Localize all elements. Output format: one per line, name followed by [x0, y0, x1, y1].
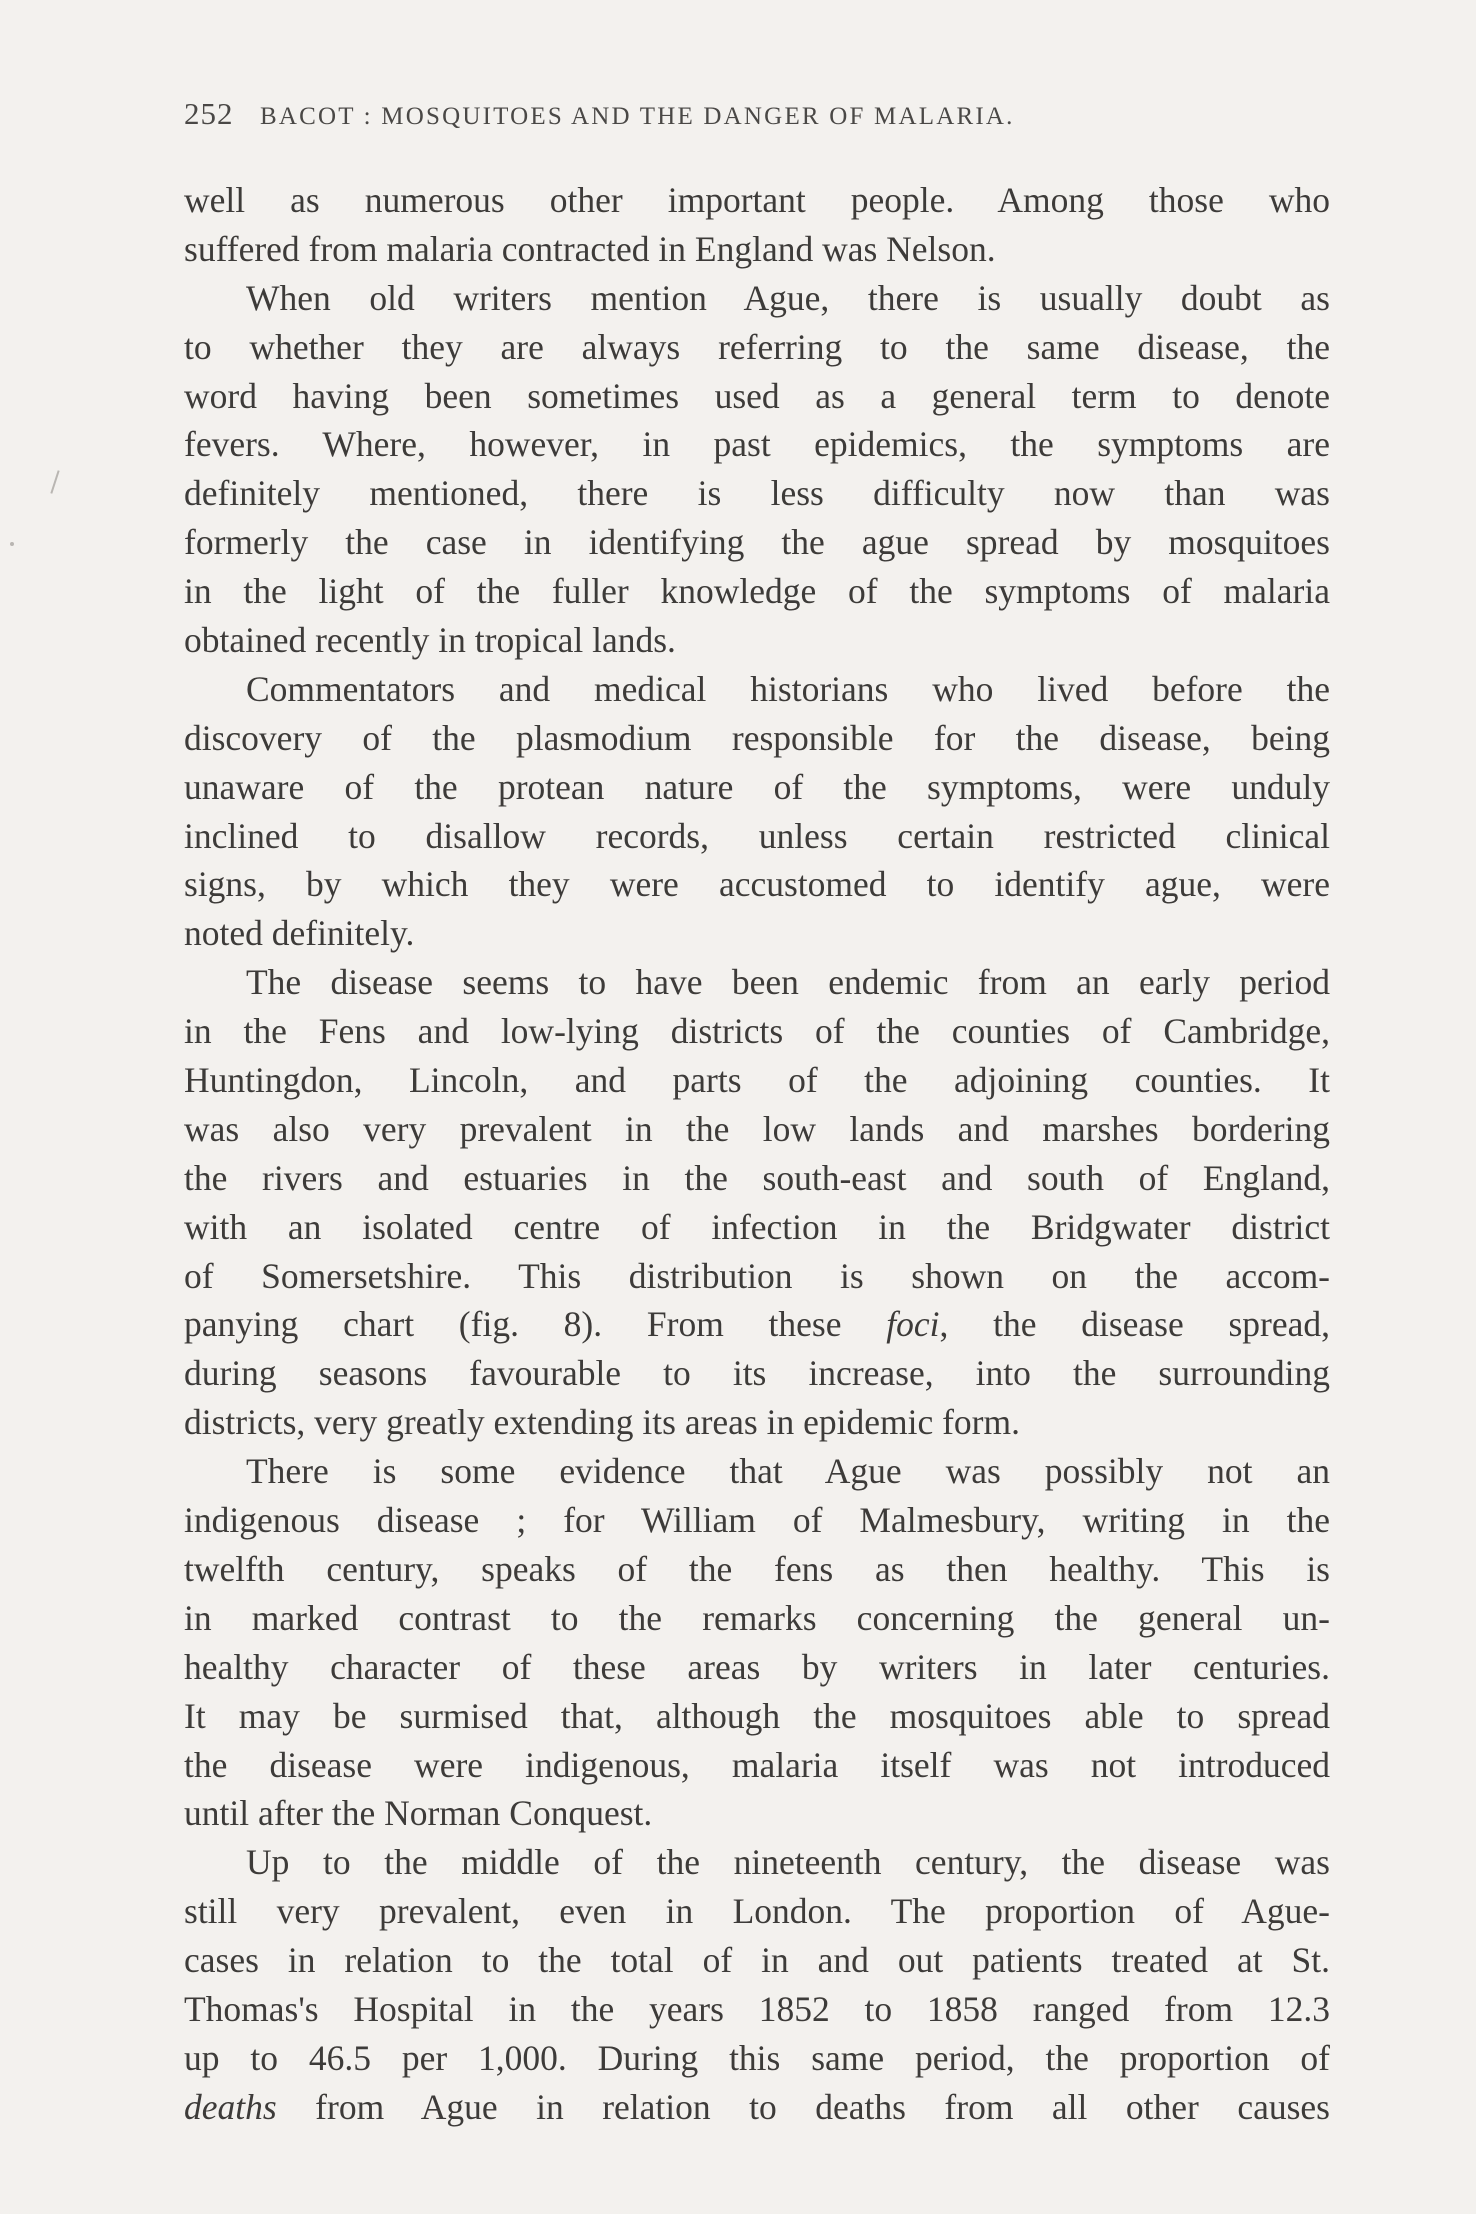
- text-line: of Somersetshire. This distribution is shown on the accom-: [184, 1255, 1330, 1296]
- text-line: When old writers mention Ague, there is usually doubt as: [246, 277, 1330, 318]
- text-line: in the light of the fuller knowledge of the symptoms of malaria: [184, 571, 1330, 612]
- body-text: [184, 176, 1330, 2132]
- text-line: Huntingdon, Lincoln, and parts of the adjoining counties. It: [184, 1060, 1330, 1101]
- text-line: was also very prevalent in the low lands and marshes bordering: [184, 1108, 1330, 1149]
- margin-mark: [50, 470, 59, 493]
- text-line: in the Fens and low-lying districts of the counties of Cambridge,: [184, 1011, 1330, 1052]
- text-line: It may be surmised that, although the mosquitoes able to spread: [184, 1695, 1330, 1736]
- text-line: unaware of the protean nature of the symptoms, were unduly: [184, 766, 1330, 807]
- text-line: word having been sometimes used as a general term to denote: [184, 375, 1330, 416]
- text-line: deaths from Ague in relation to deaths from all other causes: [184, 2086, 1330, 2127]
- text-line: the rivers and estuaries in the south-east and south of England,: [184, 1157, 1330, 1198]
- text-line: signs, by which they were accustomed to identify ague, were: [184, 864, 1330, 905]
- text-line: The disease seems to have been endemic from an early period: [246, 962, 1330, 1003]
- text-line: twelfth century, speaks of the fens as then healthy. This is: [184, 1548, 1330, 1589]
- text-line: formerly the case in identifying the ague spread by mosquitoes: [184, 522, 1330, 563]
- text-line: up to 46.5 per 1,000. During this same period, the proportion of: [184, 2037, 1330, 2078]
- text-line: discovery of the plasmodium responsible for the disease, being: [184, 717, 1330, 758]
- text-line: in marked contrast to the remarks concerning the general un-: [184, 1597, 1330, 1638]
- text-line: healthy character of these areas by writers in later centuries.: [184, 1646, 1330, 1687]
- text-line: still very prevalent, even in London. The proportion of Ague-: [184, 1891, 1330, 1932]
- text-line: Commentators and medical historians who lived before the: [246, 668, 1330, 709]
- text-line: definitely mentioned, there is less difficulty now than was: [184, 473, 1330, 514]
- text-line: There is some evidence that Ague was possibly not an: [246, 1451, 1330, 1492]
- text-line: suffered from malaria contracted in England was Nelson.: [184, 228, 996, 269]
- text-line: districts, very greatly extending its areas in epidemic form.: [184, 1402, 1020, 1443]
- text-line: well as numerous other important people. Among those who: [184, 180, 1330, 220]
- text-line: the disease were indigenous, malaria itself was not introduced: [184, 1744, 1330, 1785]
- text-line: to whether they are always referring to the same disease, the: [184, 326, 1330, 367]
- text-line: panying chart (fig. 8). From these foci, the disease spread,: [184, 1304, 1330, 1345]
- text-line: until after the Norman Conquest.: [184, 1793, 653, 1834]
- text-line: noted definitely.: [184, 913, 415, 954]
- running-title: BACOT : MOSQUITOES AND THE DANGER OF MALARIA.: [259, 103, 1015, 130]
- page-number: 252: [184, 96, 234, 131]
- running-header: [184, 96, 1334, 136]
- text-line: inclined to disallow records, unless certain restricted clinical: [184, 815, 1330, 856]
- margin-dot: [10, 542, 14, 546]
- text-line: indigenous disease ; for William of Malmesbury, writing in the: [184, 1500, 1330, 1541]
- text-line: fevers. Where, however, in past epidemics, the symptoms are: [184, 424, 1330, 465]
- text-line: Up to the middle of the nineteenth century, the disease was: [246, 1842, 1330, 1883]
- text-line: cases in relation to the total of in and out patients treated at St.: [184, 1940, 1330, 1981]
- text-line: during seasons favourable to its increase, into the surrounding: [184, 1353, 1330, 1394]
- text-line: Thomas's Hospital in the years 1852 to 1858 ranged from 12.3: [184, 1988, 1330, 2029]
- text-line: obtained recently in tropical lands.: [184, 620, 676, 661]
- text-line: with an isolated centre of infection in the Bridgwater district: [184, 1206, 1330, 1247]
